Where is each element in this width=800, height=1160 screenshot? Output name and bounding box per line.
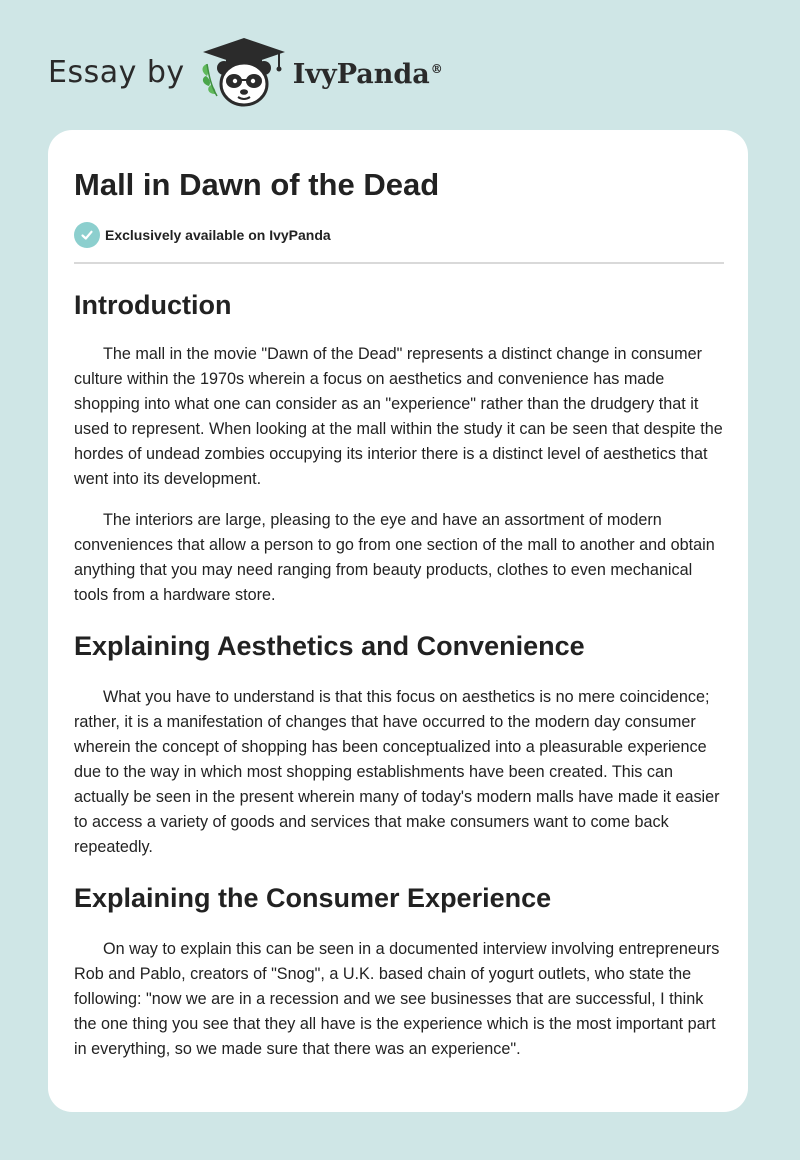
paragraph: What you have to understand is that this focus on aesthetics is no mere coincidence; rather, it is a manifestation of changes that have occurred to the modern day consumer wherein the concept of shopping has been conceptualized into a pleasurable experience due to the way in which most shopping establishments have been created. This can actually be seen in the present wherein many of today's modern malls have made it easier to access a variety of goods and services that make consumers want to come back repeatedly. (74, 688, 720, 856)
paragraph: The interiors are large, pleasing to the eye and have an assortment of modern conveniences that allow a person to go from one section of the mall to another and obtain anything that you may need ranging from beauty products, clothes to even mechanical tools from a hardware store. (74, 511, 715, 604)
section-heading-consumer-experience: Explaining the Consumer Experience (74, 883, 552, 913)
site-brand[interactable] (48, 36, 443, 108)
essay-card (48, 130, 748, 1112)
paragraph: The mall in the movie "Dawn of the Dead" represents a distinct change in consumer culture within the 1970s wherein a focus on aesthetics and convenience has made shopping into what one can consider as an "experience" rather than the drudgery that it used to represent. When looking at the mall within the study it can be seen that despite the hordes of undead zombies occupying its interior there is a distinct level of aesthetics that went into its development. (74, 345, 723, 488)
brand-prefix: Essay by (48, 54, 185, 90)
registered-mark: ® (430, 61, 443, 76)
check-icon (74, 222, 100, 248)
brand-name-text: IvyPanda (292, 58, 430, 90)
exclusive-badge (74, 222, 722, 248)
panda-logo-icon (199, 36, 289, 108)
title-divider (74, 262, 724, 264)
section-heading-introduction: Introduction (74, 290, 232, 320)
exclusive-badge-text: Exclusively available on IvyPanda (105, 227, 331, 243)
brand-name (293, 59, 443, 90)
section-heading-aesthetics: Explaining Aesthetics and Convenience (74, 631, 585, 661)
paragraph: On way to explain this can be seen in a documented interview involving entrepreneurs Rob and Pablo, creators of "Snog", a U.K. based chain of yogurt outlets, who state the following: "now we are in a recession and we see businesses that are successful, I think the one thing you see that they all have is the experience which is the most important part in everything, so we made sure that there was an experience". (74, 940, 720, 1058)
essay-title: Mall in Dawn of the Dead (74, 167, 440, 202)
